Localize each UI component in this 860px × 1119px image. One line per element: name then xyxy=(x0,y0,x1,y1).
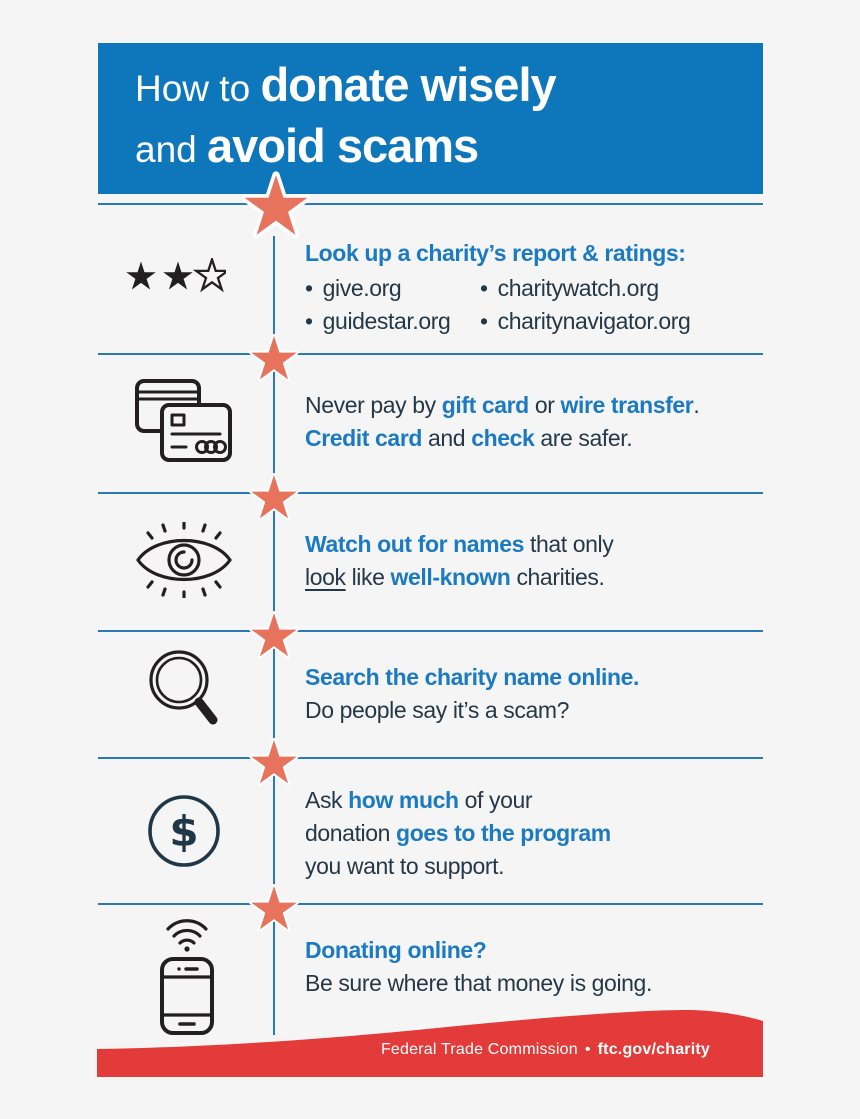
timeline-star-icon xyxy=(242,877,306,941)
section-search xyxy=(305,661,775,727)
agency-name: Federal Trade Commission xyxy=(380,1041,578,1058)
text-segment: Watch out for names xyxy=(305,531,525,557)
dollar-sign-icon xyxy=(146,793,222,869)
text-line: Be sure where that money is going. xyxy=(305,970,652,996)
timeline-star-icon xyxy=(242,604,306,668)
magnifying-glass-icon xyxy=(145,648,221,736)
section-heading: Search the charity name online. xyxy=(305,664,639,690)
section-amount xyxy=(305,784,775,883)
bullet-glyph: • xyxy=(480,275,488,301)
text-segment: look xyxy=(305,564,346,590)
section-payment xyxy=(305,389,775,455)
separator-dot: • xyxy=(584,1041,591,1058)
list-item-label: charitynavigator.org xyxy=(497,308,691,334)
section-divider xyxy=(98,353,763,355)
section-divider xyxy=(98,630,763,632)
section-divider xyxy=(98,757,763,759)
text-segment: wire transfer xyxy=(560,392,694,418)
text-segment: Ask xyxy=(305,787,349,813)
text-segment: of your xyxy=(458,787,533,813)
title-light-2: and xyxy=(135,129,208,170)
text-segment: Credit card xyxy=(305,425,423,451)
list-item-label: give.org xyxy=(322,275,402,301)
eye-icon xyxy=(132,522,236,598)
list-item xyxy=(305,272,480,305)
section-divider xyxy=(98,492,763,494)
section-divider xyxy=(98,203,763,205)
section-heading: Donating online? xyxy=(305,937,487,963)
svg-text:$: $ xyxy=(169,807,199,856)
timeline-star-icon xyxy=(242,466,306,530)
bullet-glyph: • xyxy=(305,308,313,334)
text-segment: goes to the program xyxy=(396,820,611,846)
text-segment: and xyxy=(422,425,472,451)
text-line xyxy=(305,422,775,455)
section-divider xyxy=(98,903,763,905)
text-line xyxy=(305,817,775,850)
bullet-glyph: • xyxy=(305,275,313,301)
section-names xyxy=(305,528,775,594)
text-line: Do people say it’s a scam? xyxy=(305,697,570,723)
charity-ratings-list xyxy=(305,272,775,338)
text-line xyxy=(305,850,775,883)
bullet-glyph: • xyxy=(480,308,488,334)
list-item-label: guidestar.org xyxy=(322,308,451,334)
section-heading: Look up a charity’s report & ratings: xyxy=(305,240,686,266)
text-segment: like xyxy=(345,564,391,590)
text-segment: charities. xyxy=(510,564,605,590)
list-item xyxy=(480,272,775,305)
text-line xyxy=(305,528,775,561)
text-segment: Never pay by xyxy=(305,392,442,418)
title-bold-1: donate wisely xyxy=(260,58,556,111)
text-segment: or xyxy=(528,392,561,418)
page-title xyxy=(98,43,763,179)
text-line xyxy=(305,561,775,594)
text-segment: are safer. xyxy=(534,425,633,451)
title-bold-2: avoid scams xyxy=(207,119,479,172)
text-segment: you want to support. xyxy=(305,853,505,879)
text-segment: how much xyxy=(348,787,459,813)
list-item-label: charitywatch.org xyxy=(497,275,659,301)
list-item xyxy=(305,305,480,338)
ftc-charity-url: ftc.gov/charity xyxy=(597,1041,710,1058)
text-segment: that only xyxy=(524,531,614,557)
footer-attribution xyxy=(98,1041,710,1059)
credit-cards-icon xyxy=(134,378,234,464)
rating-stars-icon xyxy=(126,258,226,294)
text-segment: well-known xyxy=(390,564,511,590)
text-segment: . xyxy=(693,392,700,418)
timeline-star-icon xyxy=(242,327,306,391)
header-banner xyxy=(98,43,763,194)
list-item xyxy=(480,305,775,338)
text-segment: donation xyxy=(305,820,397,846)
section-online xyxy=(305,934,775,1000)
section-lookup xyxy=(305,237,775,338)
text-segment: gift card xyxy=(441,392,529,418)
text-segment: check xyxy=(471,425,535,451)
title-light-1: How to xyxy=(135,68,261,109)
text-line xyxy=(305,784,775,817)
text-line xyxy=(305,389,775,422)
timeline-star-icon xyxy=(242,731,306,795)
